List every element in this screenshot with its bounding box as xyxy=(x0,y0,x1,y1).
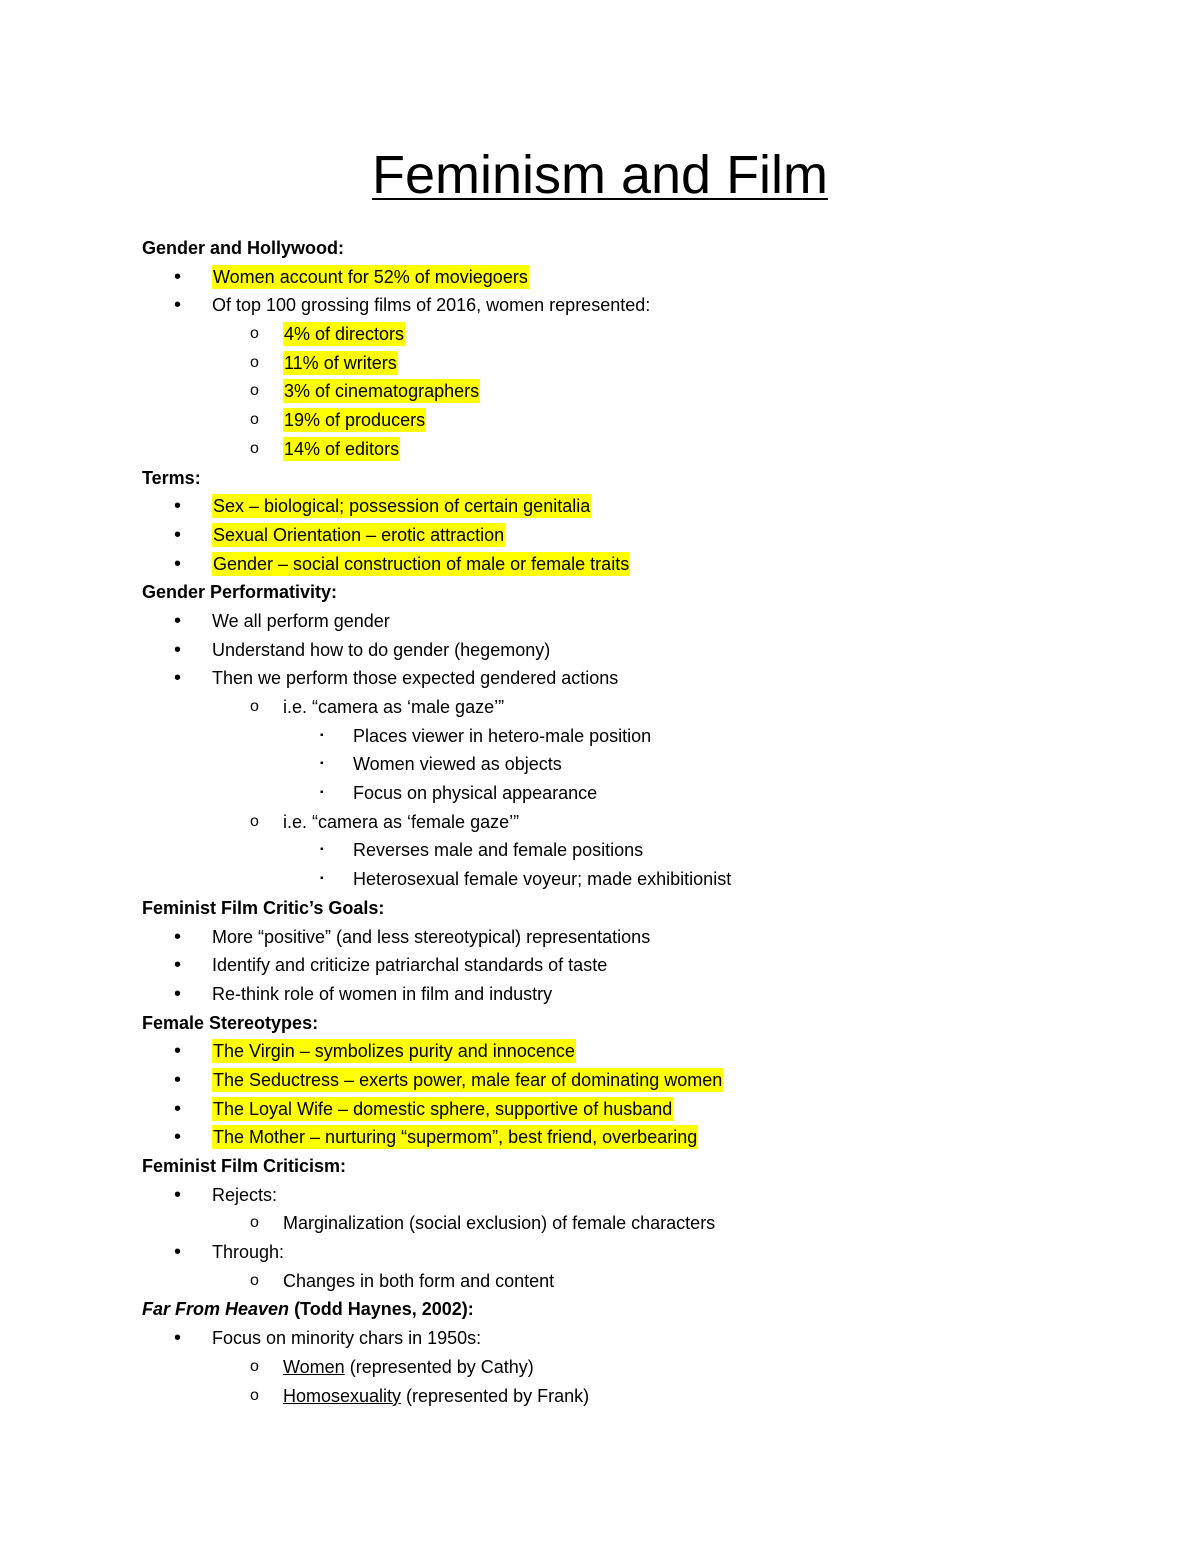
list-item: ▪ Places viewer in hetero-male position xyxy=(142,722,1142,751)
bullet-disc-icon: • xyxy=(174,982,182,1005)
bullet-disc-icon: • xyxy=(174,638,182,661)
list-item: o Homosexuality (represented by Frank) xyxy=(142,1382,1142,1411)
bullet-circle-icon: o xyxy=(250,1357,259,1375)
list-item: ▪ Heterosexual female voyeur; made exhibitionist xyxy=(142,865,1142,894)
page-title: Feminism and Film xyxy=(371,145,829,205)
list-item: • The Mother – nurturing “supermom”, best friend, overbearing xyxy=(142,1123,1142,1152)
list-item: o i.e. “camera as ‘male gaze’” xyxy=(142,693,1142,722)
bullet-disc-icon: • xyxy=(174,1040,182,1063)
list-item: o i.e. “camera as ‘female gaze’” xyxy=(142,808,1142,837)
bullet-circle-icon: o xyxy=(250,698,259,715)
bullet-square-icon: ▪ xyxy=(320,787,324,799)
bullet-circle-icon: o xyxy=(250,812,259,830)
list-item: • Understand how to do gender (hegemony) xyxy=(142,636,1142,665)
list-item: • Gender – social construction of male or female traits xyxy=(142,550,1142,579)
list-item: ▪ Reverses male and female positions xyxy=(142,836,1142,865)
bullet-disc-icon: • xyxy=(174,552,182,575)
bullet-disc-icon: • xyxy=(174,523,182,546)
list-item: o 11% of writers xyxy=(142,349,1142,378)
bullet-disc-icon: • xyxy=(174,1068,182,1091)
bullet-square-icon: ▪ xyxy=(320,844,324,856)
list-item: ▪ Women viewed as objects xyxy=(142,750,1142,779)
list-item: • Women account for 52% of moviegoers xyxy=(142,263,1142,292)
section-heading: Gender and Hollywood: xyxy=(142,238,345,258)
list-item: • Focus on minority chars in 1950s: xyxy=(142,1324,1142,1353)
bullet-disc-icon: • xyxy=(174,954,182,977)
list-item: • Sexual Orientation – erotic attraction xyxy=(142,521,1142,550)
section-heading: Gender Performativity: xyxy=(142,582,338,603)
list-item: • The Loyal Wife – domestic sphere, supportive of husband xyxy=(142,1095,1142,1124)
section-heading: Feminist Film Criticism: xyxy=(142,1156,347,1176)
bullet-disc-icon: • xyxy=(174,925,182,948)
list-item: • More “positive” (and less stereotypical) representations xyxy=(142,923,1142,952)
list-item: • Re-think role of women in film and industry xyxy=(142,980,1142,1009)
list-item: • The Virgin – symbolizes purity and innocence xyxy=(142,1037,1142,1066)
list-item: • Of top 100 grossing films of 2016, women represented: xyxy=(142,291,1142,320)
bullet-disc-icon: • xyxy=(174,609,182,632)
list-item: o Marginalization (social exclusion) of female characters xyxy=(142,1209,1142,1238)
list-item: • The Seductress – exerts power, male fear of dominating women xyxy=(142,1066,1142,1095)
list-item: • Rejects: xyxy=(142,1181,1142,1210)
bullet-square-icon: ▪ xyxy=(320,873,324,885)
list-item: • We all perform gender xyxy=(142,607,1142,636)
list-item: • Through: xyxy=(142,1238,1142,1267)
bullet-disc-icon: • xyxy=(174,495,182,518)
bullet-circle-icon: o xyxy=(250,1271,259,1289)
list-item: o 14% of editors xyxy=(142,435,1142,464)
bullet-disc-icon: • xyxy=(174,667,182,690)
bullet-disc-icon: • xyxy=(174,1126,182,1149)
bullet-disc-icon: • xyxy=(174,1183,182,1206)
bullet-circle-icon: o xyxy=(250,382,259,400)
list-item: o 19% of producers xyxy=(142,406,1142,435)
list-item: • Identify and criticize patriarchal standards of taste xyxy=(142,951,1142,980)
bullet-circle-icon: o xyxy=(250,439,259,457)
document-body xyxy=(142,234,1142,1410)
bullet-square-icon: ▪ xyxy=(320,758,324,770)
section-heading: Feminist Film Critic’s Goals: xyxy=(142,897,385,918)
section-heading: Female Stereotypes: xyxy=(142,1012,319,1033)
list-item: ▪ Focus on physical appearance xyxy=(142,779,1142,808)
bullet-circle-icon: o xyxy=(250,325,259,343)
bullet-circle-icon: o xyxy=(250,1386,259,1404)
bullet-disc-icon: • xyxy=(174,294,182,317)
section-heading: Terms: xyxy=(142,467,201,488)
section-heading: Far From Heaven (Todd Haynes, 2002): xyxy=(142,1299,474,1320)
bullet-disc-icon: • xyxy=(174,1241,182,1264)
list-item: • Then we perform those expected gendered actions xyxy=(142,664,1142,693)
bullet-circle-icon: o xyxy=(250,353,259,371)
list-item: o 4% of directors xyxy=(142,320,1142,349)
bullet-disc-icon: • xyxy=(174,1327,182,1350)
list-item: o Women (represented by Cathy) xyxy=(142,1353,1142,1382)
list-item: o Changes in both form and content xyxy=(142,1267,1142,1296)
bullet-disc-icon: • xyxy=(174,1097,182,1120)
bullet-disc-icon: • xyxy=(174,265,182,288)
list-item: • Sex – biological; possession of certain genitalia xyxy=(142,492,1142,521)
bullet-square-icon: ▪ xyxy=(320,729,324,741)
list-item: o 3% of cinematographers xyxy=(142,377,1142,406)
bullet-circle-icon: o xyxy=(250,1214,259,1232)
bullet-circle-icon: o xyxy=(250,411,259,429)
